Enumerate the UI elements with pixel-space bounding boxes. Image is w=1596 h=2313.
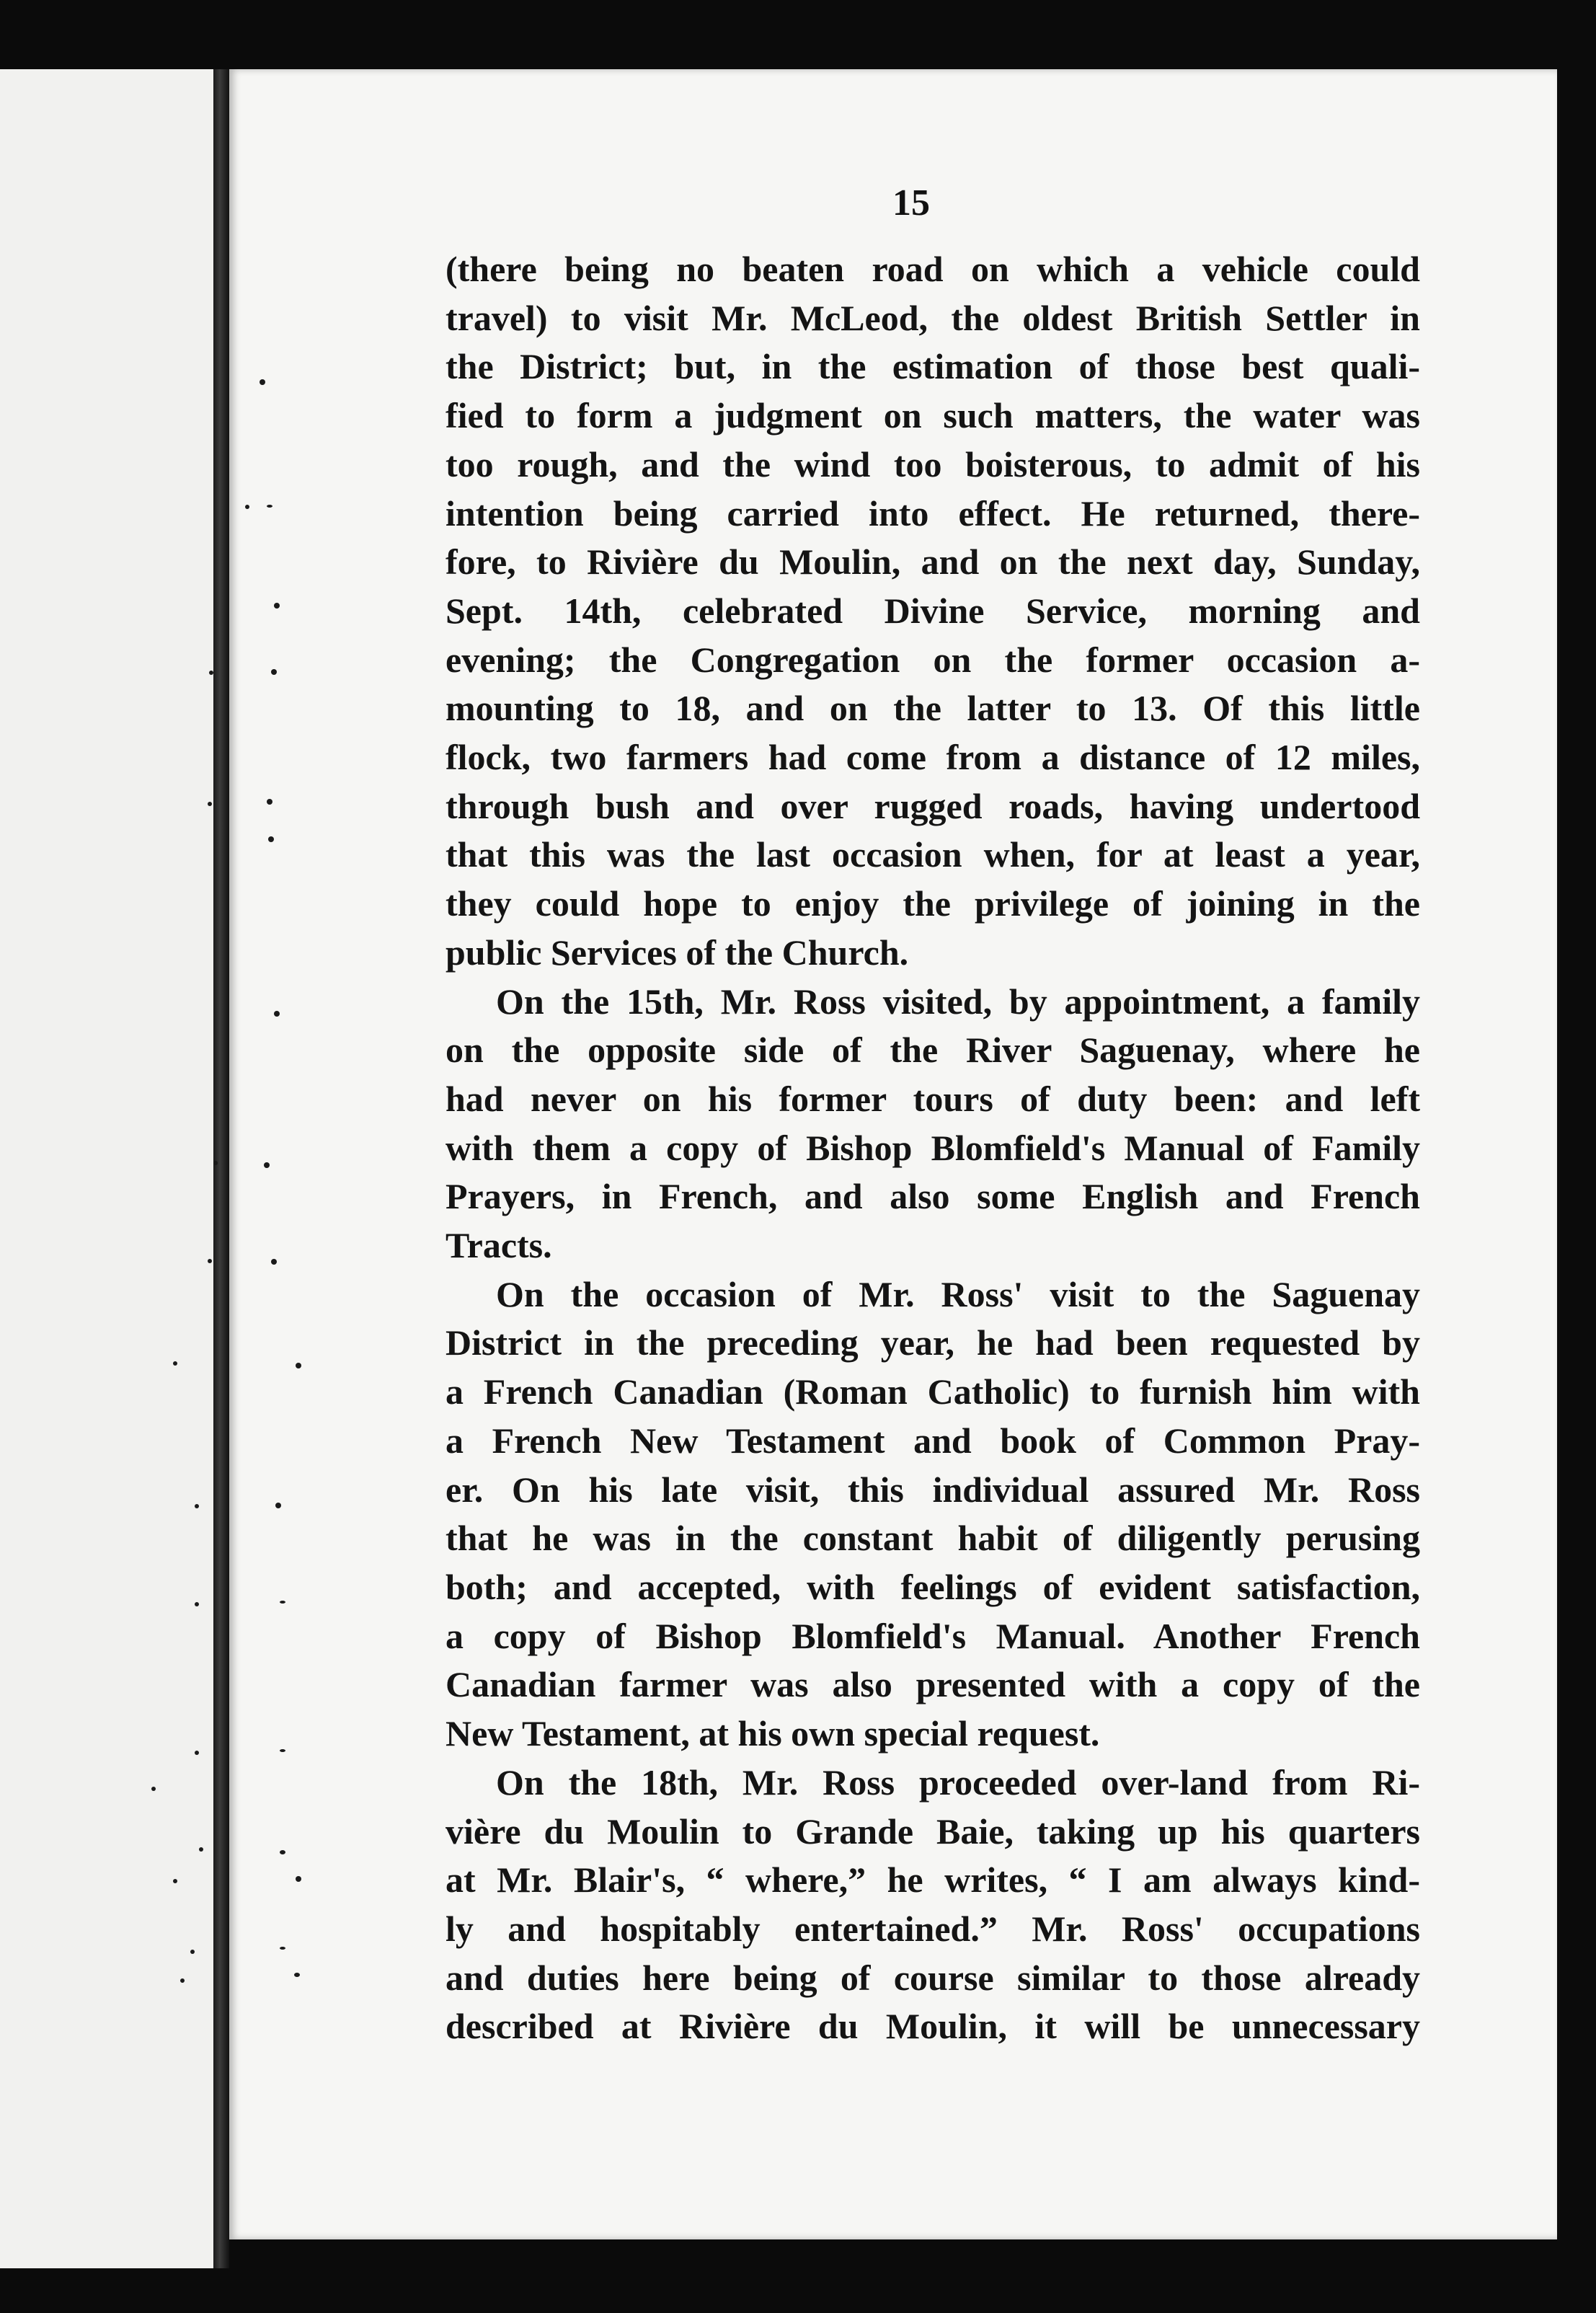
speck [195,1751,199,1755]
text-line: and duties here being of course similar to those already [445,1957,1420,1998]
left-page-edge [0,69,216,2268]
book-gutter [213,69,229,2268]
text-line: On the 18th, Mr. Ross proceeded over-land from Ri- [496,1761,1420,1803]
text-line: Canadian farmer was also presented with a copy of the [445,1664,1420,1705]
speck [173,1361,177,1366]
text-line: that he was in the constant habit of diligently perusing [445,1518,1420,1559]
text-line: fore, to Rivière du Moulin, and on the next day, Sunday, [445,541,1420,583]
speck [208,802,212,806]
speck [274,1011,280,1017]
speck [213,1161,218,1165]
text-line: travel) to visit Mr. McLeod, the oldest British Settler in [445,297,1420,338]
speck [280,1601,285,1604]
text-line: New Testament, at his own special request. [445,1713,1100,1754]
speck [296,1363,301,1368]
speck [199,1847,203,1852]
text-line: on the opposite side of the River Saguenay, where he [445,1030,1420,1071]
text-line: a copy of Bishop Blomfield's Manual. Another French [445,1615,1420,1656]
text-line: fied to form a judgment on such matters, the water was [445,395,1420,436]
speck [245,505,249,509]
text-line: District in the preceding year, he had been requested by [445,1322,1420,1363]
text-line: that this was the last occasion when, for at least a year, [445,834,1420,875]
speck [268,836,274,842]
text-line: had never on his former tours of duty been: and left [445,1078,1420,1119]
speck [180,1978,185,1983]
speck [195,1504,199,1508]
speck [195,1602,199,1606]
text-line: Sept. 14th, celebrated Divine Service, morning and [445,590,1420,631]
text-line: er. On his late visit, this individual assured Mr. Ross [445,1469,1420,1510]
text-line: public Services of the Church. [445,932,909,973]
text-line: a French Canadian (Roman Catholic) to furnish him with [445,1371,1420,1412]
page-number: 15 [892,182,930,224]
speck [271,669,277,675]
speck [209,671,213,675]
speck [190,1950,195,1954]
speck [280,1850,285,1854]
text-line: through bush and over rugged roads, having undertood [445,785,1420,826]
text-line: with them a copy of Bishop Blomfield's Manual of Family [445,1127,1420,1168]
speck [208,1259,212,1263]
body-text [445,245,1420,2051]
text-line: too rough, and the wind too boisterous, to admit of his [445,443,1420,485]
text-line: at Mr. Blair's, “ where,” he writes, “ I am always kind- [445,1859,1420,1901]
speck [151,1787,156,1791]
text-line: ly and hospitably entertained.” Mr. Ross' occupations [445,1908,1420,1949]
speck [271,1259,277,1265]
text-line: they could hope to enjoy the privilege of joining in the [445,883,1420,924]
text-line: flock, two farmers had come from a distance of 12 miles, [445,737,1420,778]
text-line: the District; but, in the estimation of those best quali- [445,346,1420,387]
speck [267,505,272,508]
speck [294,1973,300,1977]
speck [296,1876,301,1882]
speck [280,1947,285,1950]
text-line: vière du Moulin to Grande Baie, taking up his quarters [445,1810,1420,1852]
speck [274,603,280,609]
text-line: mounting to 18, and on the latter to 13. Of this little [445,688,1420,729]
speck [275,1503,281,1508]
text-line: On the occasion of Mr. Ross' visit to the Saguenay [496,1273,1420,1314]
text-line: evening; the Congregation on the former occasion a- [445,639,1420,680]
text-line: both; and accepted, with feelings of evident satisfaction, [445,1566,1420,1607]
text-line: On the 15th, Mr. Ross visited, by appointment, a family [496,981,1420,1022]
text-line: described at Rivière du Moulin, it will be unnecessary [445,2006,1420,2047]
text-line: Tracts. [445,1225,552,1266]
speck [267,799,272,805]
text-line: (there being no beaten road on which a vehicle could [445,249,1420,289]
speck [264,1162,270,1168]
text-line: Prayers, in French, and also some English and French [445,1176,1420,1217]
text-line: a French New Testament and book of Common Pray- [445,1420,1420,1461]
text-line: intention being carried into effect. He returned, there- [445,492,1420,534]
speck [260,379,265,385]
speck [173,1879,177,1883]
speck [280,1749,285,1752]
